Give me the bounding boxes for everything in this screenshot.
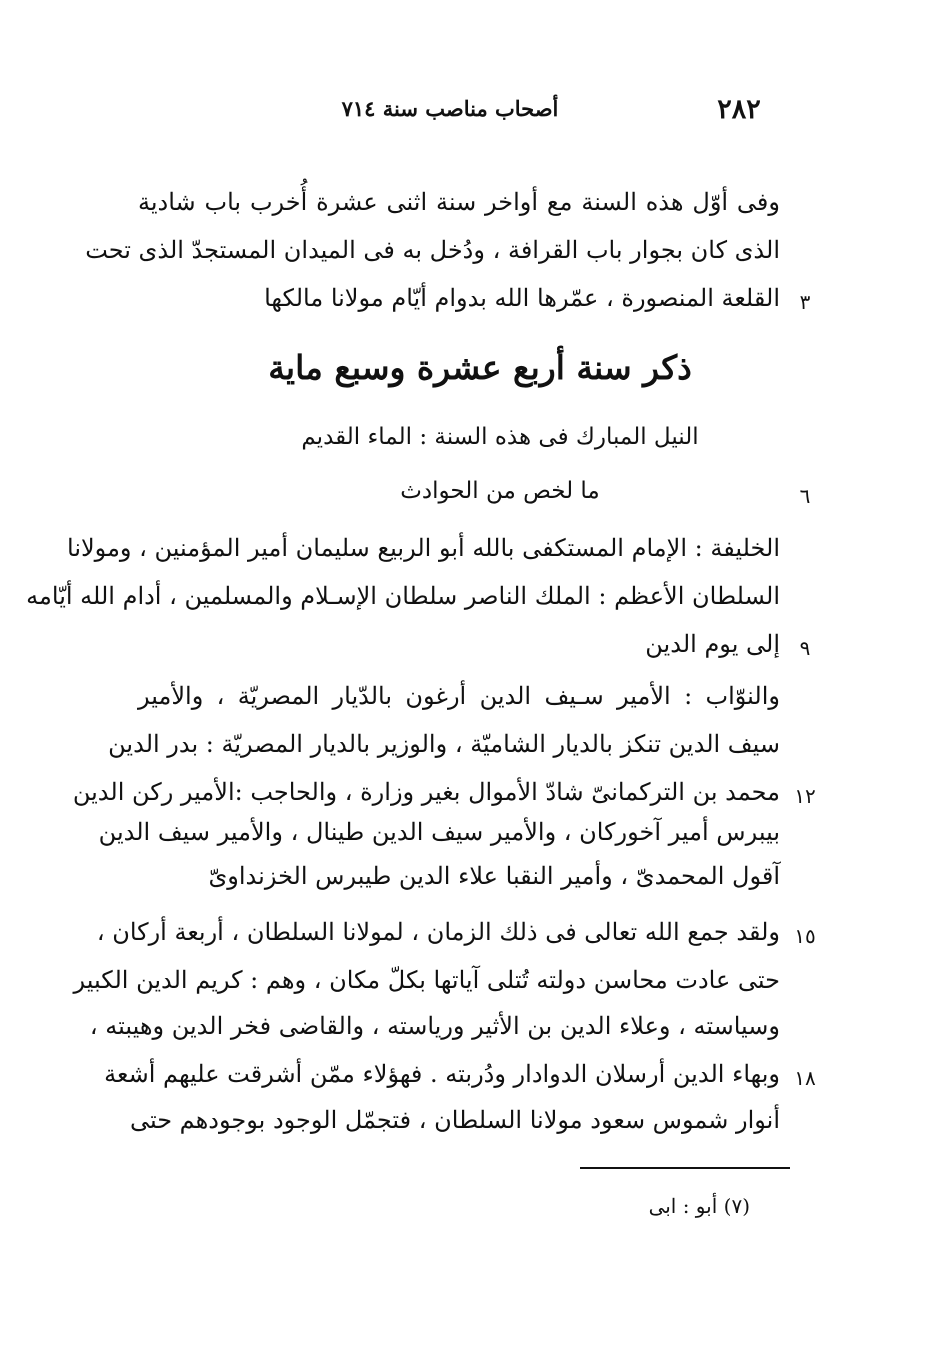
running-title: أصحاب مناصب سنة ٧١٤ <box>341 96 559 121</box>
text-line-1: وفى أوّل هذه السنة مع أواخر سنة اثنى عشرة أُخرب باب شادية <box>138 188 780 216</box>
text-line-13: بيبرس أمير آخوركان ، والأمير سيف الدين طينال ، والأمير سيف الدين <box>98 818 780 846</box>
section-heading: ذكر سنة أربع عشرة وسبع ماية <box>268 348 692 387</box>
text-line-3: القلعة المنصورة ، عمّرها الله بدوام أيّام مولانا مالكها <box>264 284 780 312</box>
text-line-17: وسياسته ، وعلاء الدين بن الأثير ورياسته ، والقاضى فخر الدين وهيبته ، <box>89 1012 780 1040</box>
text-line-15: ولقد جمع الله تعالى فى ذلك الزمان ، لمولانا السلطان ، أربعة أركان ، <box>96 918 780 946</box>
text-line-2: الذى كان بجوار باب القرافة ، ودُخل به فى الميدان المستجدّ الذى تحت <box>85 236 780 264</box>
text-line-8: السلطان الأعظم : الملك الناصر سلطان الإسـلام والمسلمين ، أدام الله أيّامه <box>26 582 780 610</box>
line-number-3: ٣ <box>799 290 811 314</box>
nile-subheading: النيل المبارك فى هذه السنة : الماء القديم <box>301 424 699 450</box>
text-line-14: آقول المحمدىّ ، وأمير النقبا علاء الدين طيبرس الخزنداوىّ <box>208 862 780 890</box>
events-subheading: ما لخص من الحوادث <box>400 478 600 504</box>
line-number-6: ٦ <box>799 484 811 508</box>
text-line-19: أنوار شموس سعود مولانا السلطان ، فتجمّل الوجود بوجودهم حتى <box>129 1106 780 1134</box>
line-number-9: ٩ <box>799 636 811 660</box>
text-line-18: وبهاء الدين أرسلان الدوادار ودُربته . فهؤلاء ممّن أشرقت عليهم أشعة <box>104 1060 780 1088</box>
text-line-12: محمد بن التركمانىّ شادّ الأموال بغير وزارة ، والحاجب :الأمير ركن الدين <box>72 778 780 806</box>
text-line-16: حتى عادت محاسن دولته تُتلى آياتها بكلّ مكان ، وهم : كريم الدين الكبير <box>73 966 780 994</box>
text-line-11: سيف الدين تنكز بالديار الشاميّة ، والوزير بالديار المصريّة : بدر الدين <box>108 730 780 758</box>
footnote-divider <box>580 1167 790 1169</box>
text-line-7: الخليفة : الإمام المستكفى بالله أبو الربيع سليمان أمير المؤمنين ، ومولانا <box>67 534 780 562</box>
text-line-9: إلى يوم الدين <box>645 630 780 658</box>
line-number-18: ١٨ <box>794 1066 816 1090</box>
page-number: ٢٨٢ <box>717 94 761 125</box>
line-number-15: ١٥ <box>794 924 816 948</box>
text-line-10: والنوّاب : الأمير سـيف الدين أرغون بالدّيار المصريّة ، والأمير <box>138 682 780 710</box>
footnote: (٧) أبو : ابى <box>648 1194 750 1218</box>
line-number-12: ١٢ <box>794 784 816 808</box>
